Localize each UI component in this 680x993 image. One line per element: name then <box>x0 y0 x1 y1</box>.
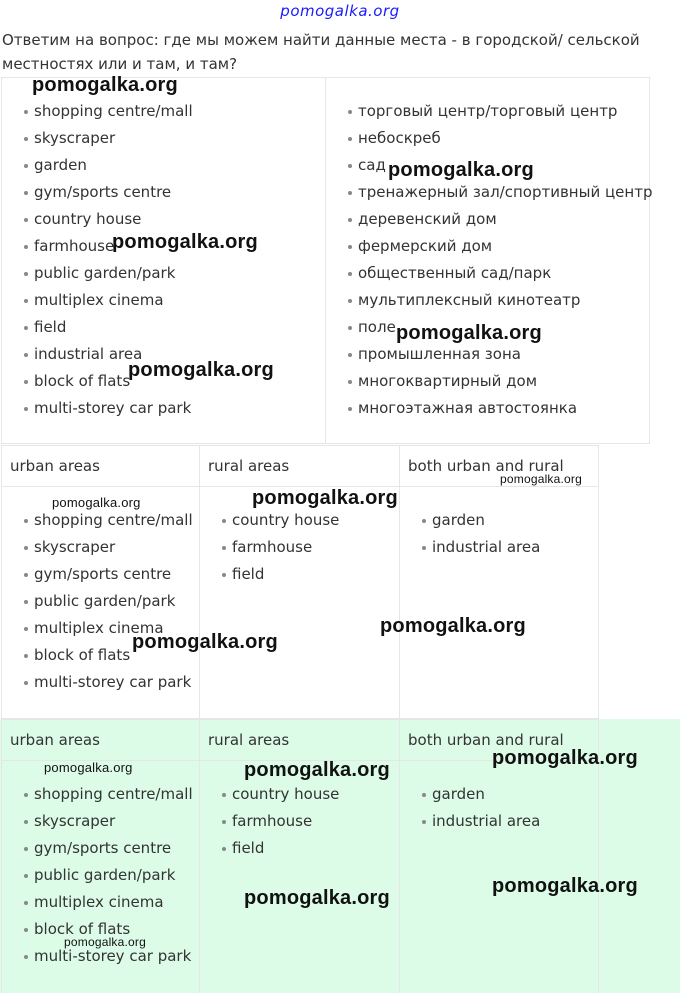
rural-header: rural areas <box>200 446 399 487</box>
list-item: skyscraper <box>2 808 193 835</box>
list-item: мультиплексный кинотеатр <box>326 287 652 314</box>
list-item: тренажерный зал/спортивный центр <box>326 179 652 206</box>
list-item: сад <box>326 152 652 179</box>
list-item: multi-storey car park <box>2 943 193 970</box>
russian-column <box>326 78 653 443</box>
list-item: farmhouse <box>200 534 339 561</box>
watermark: pomogalka.org <box>396 322 542 344</box>
watermark: pomogalka.org <box>128 359 274 381</box>
watermark: pomogalka.org <box>252 487 398 509</box>
list-item: country house <box>200 781 339 808</box>
rural-list <box>200 507 339 588</box>
urban-list <box>2 507 193 696</box>
list-item: garden <box>400 507 540 534</box>
watermark: pomogalka.org <box>112 231 258 253</box>
list-item: field <box>2 314 193 341</box>
list-item: shopping centre/mall <box>2 507 193 534</box>
watermark: pomogalka.org <box>492 875 638 897</box>
question-text: Ответим на вопрос: где мы можем найти данные места - в городской/ сельской местностях или и там, и там? <box>2 31 640 73</box>
urban-cell <box>2 446 200 718</box>
watermark: pomogalka.org <box>492 747 638 769</box>
list-item: multiplex cinema <box>2 615 193 642</box>
list-item: field <box>200 561 339 588</box>
list-item: многоквартирный дом <box>326 368 652 395</box>
list-item: block of flats <box>2 916 193 943</box>
list-item: небоскреб <box>326 125 652 152</box>
list-item: multi-storey car park <box>2 669 193 696</box>
watermark: pomogalka.org <box>244 887 390 909</box>
list-item: поле <box>326 314 652 341</box>
list-item: farmhouse <box>200 808 339 835</box>
list-item: country house <box>200 507 339 534</box>
watermark: pomogalka.org <box>44 760 133 775</box>
watermark: pomogalka.org <box>244 759 390 781</box>
both-list <box>400 507 540 561</box>
list-item: garden <box>400 781 540 808</box>
list-item: multiplex cinema <box>2 889 193 916</box>
watermark: pomogalka.org <box>388 159 534 181</box>
list-item: skyscraper <box>2 125 193 152</box>
list-item: block of flats <box>2 368 193 395</box>
rural-list <box>200 781 339 862</box>
rural-header: rural areas <box>200 720 399 761</box>
site-logo[interactable]: pomogalka.org <box>280 2 400 20</box>
list-item: multiplex cinema <box>2 287 193 314</box>
watermark: pomogalka.org <box>132 631 278 653</box>
list-item: shopping centre/mall <box>2 98 193 125</box>
watermark: pomogalka.org <box>500 472 582 486</box>
urban-header: urban areas <box>2 446 199 487</box>
list-item: торговый центр/торговый центр <box>326 98 652 125</box>
list-item: shopping centre/mall <box>2 781 193 808</box>
list-item: деревенский дом <box>326 206 652 233</box>
watermark: pomogalka.org <box>64 935 146 949</box>
list-item: country house <box>2 206 193 233</box>
list-item: фермерский дом <box>326 233 652 260</box>
both-list <box>400 781 540 835</box>
list-item: промышленная зона <box>326 341 652 368</box>
list-item: skyscraper <box>2 534 193 561</box>
watermark: pomogalka.org <box>380 615 526 637</box>
list-item: многоэтажная автостоянка <box>326 395 652 422</box>
list-item: gym/sports centre <box>2 179 193 206</box>
list-item: industrial area <box>400 808 540 835</box>
both-header: both urban and rural <box>400 720 598 761</box>
list-item: industrial area <box>400 534 540 561</box>
list-item: public garden/park <box>2 862 193 889</box>
list-item: общественный сад/парк <box>326 260 652 287</box>
both-header: both urban and rural <box>400 446 598 487</box>
list-item: garden <box>2 152 193 179</box>
vocabulary-table <box>1 77 653 444</box>
list-item: public garden/park <box>2 260 193 287</box>
english-column <box>2 78 326 443</box>
list-item: gym/sports centre <box>2 561 193 588</box>
list-item: gym/sports centre <box>2 835 193 862</box>
watermark: pomogalka.org <box>52 495 141 510</box>
list-item: block of flats <box>2 642 193 669</box>
list-item: field <box>200 835 339 862</box>
list-item: multi-storey car park <box>2 395 193 422</box>
watermark: pomogalka.org <box>32 74 178 96</box>
list-item: industrial area <box>2 341 193 368</box>
russian-list <box>326 98 652 422</box>
both-cell <box>400 446 598 718</box>
list-item: public garden/park <box>2 588 193 615</box>
list-item: farmhouse <box>2 233 193 260</box>
urban-header: urban areas <box>2 720 199 761</box>
